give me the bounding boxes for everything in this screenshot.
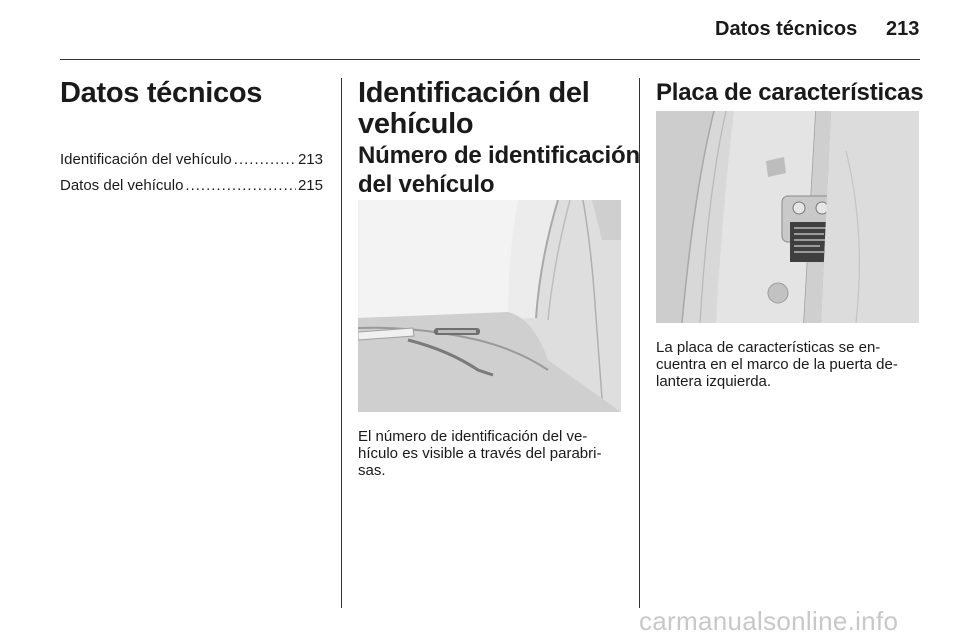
subsection-title-line: Número de identificación (358, 142, 640, 169)
caption-line: cuentra en el marco de la puerta de- (656, 356, 898, 373)
header-page-number: 213 (886, 18, 920, 40)
toc-leader (185, 177, 296, 194)
plate-caption (656, 339, 898, 390)
column-divider-1 (341, 78, 342, 608)
section-title: Placa de características (656, 79, 924, 106)
toc-label: Identificación del vehículo (60, 151, 232, 168)
subsection-title-line: del vehículo (358, 171, 495, 198)
vin-caption (358, 428, 601, 479)
door-plate-figure (656, 111, 919, 323)
toc-page: 215 (297, 177, 323, 194)
toc-page: 213 (297, 151, 323, 168)
toc-leader (234, 151, 296, 168)
section-title-line: vehículo (358, 108, 474, 140)
footer-watermark: carmanualsonline.info (639, 606, 899, 636)
caption-line: La placa de características se en- (656, 339, 881, 356)
caption-line: lantera izquierda. (656, 373, 772, 390)
caption-line: hículo es visible a través del parabri- (358, 445, 602, 462)
header-rule (60, 59, 920, 60)
subsection-title (358, 141, 640, 199)
caption-line: sas. (358, 462, 386, 479)
section-title-line: Identificación del (358, 77, 590, 109)
section-title (358, 78, 589, 140)
windshield-vin-figure (358, 200, 621, 412)
chapter-title: Datos técnicos (60, 77, 263, 109)
toc-row[interactable] (60, 151, 323, 168)
door-frame-plate-icon (656, 111, 919, 323)
toc-label: Datos del vehículo (60, 177, 184, 194)
caption-line: El número de identificación del ve- (358, 428, 588, 445)
header-section-title: Datos técnicos (715, 18, 858, 40)
windshield-vin-icon (358, 200, 621, 412)
toc-row[interactable] (60, 177, 323, 194)
